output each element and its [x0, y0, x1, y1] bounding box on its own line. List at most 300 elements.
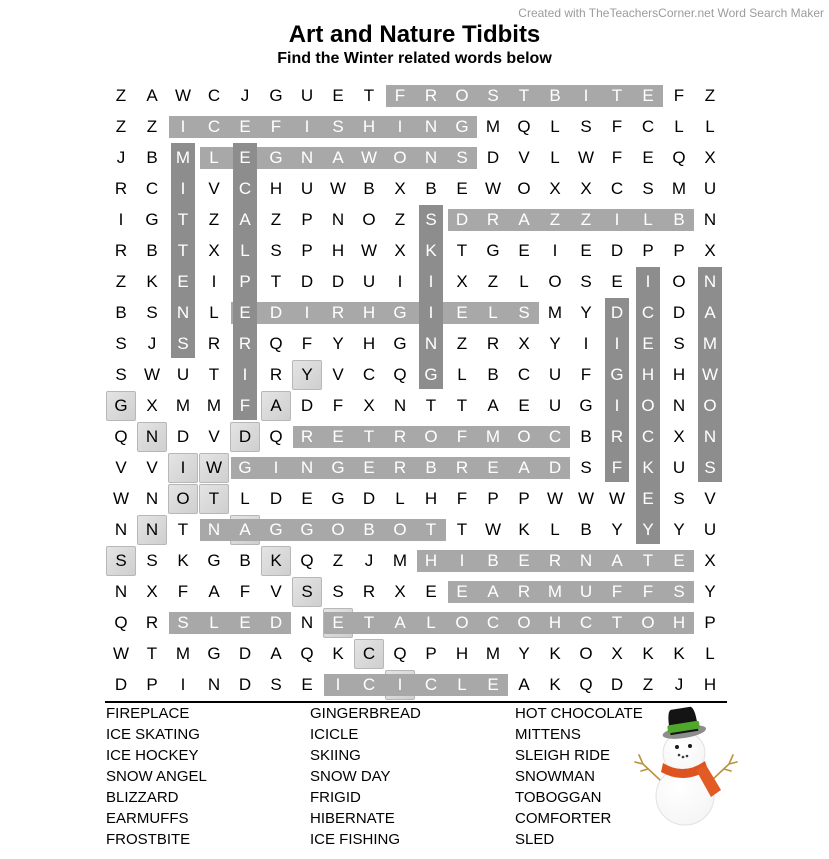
grid-letter: A — [208, 582, 220, 601]
grid-letter: Z — [115, 117, 127, 136]
grid-letter: P — [239, 272, 251, 291]
grid-letter: P — [487, 489, 499, 508]
grid-letter: H — [455, 644, 469, 663]
grid-letter: L — [674, 117, 684, 136]
grid-letter: E — [456, 303, 468, 322]
grid-letter: N — [424, 148, 438, 167]
grid-letter: O — [517, 427, 531, 446]
grid-letter: M — [547, 582, 563, 601]
grid-letter: G — [114, 396, 128, 415]
word-list-item: BLIZZARD — [106, 789, 179, 806]
grid-letter: G — [579, 396, 593, 415]
grid-letter: O — [672, 272, 686, 291]
grid-letter: I — [180, 675, 186, 694]
grid-letter: E — [487, 458, 499, 477]
grid-letter: S — [270, 675, 282, 694]
grid-letter: O — [455, 86, 469, 105]
grid-letter: M — [671, 179, 687, 198]
grid-letter: O — [331, 520, 345, 539]
grid-letter: E — [642, 148, 654, 167]
grid-letter: H — [703, 675, 717, 694]
grid-letter: O — [517, 179, 531, 198]
grid-letter: U — [548, 365, 562, 384]
grid-letter: C — [641, 427, 655, 446]
grid-letter: U — [300, 179, 314, 198]
word-list-column — [515, 703, 643, 850]
grid-letter: Z — [456, 334, 468, 353]
grid-letter: B — [549, 86, 561, 105]
grid-letter: M — [485, 117, 501, 136]
credit: Created with TheTeachersCorner.net Word Search Maker — [518, 6, 824, 20]
grid-letter: U — [703, 179, 717, 198]
grid-letter: C — [610, 179, 624, 198]
grid-letter: E — [239, 613, 251, 632]
grid-letter: Q — [300, 551, 314, 570]
grid-letter: M — [485, 644, 501, 663]
grid-letter: N — [424, 117, 438, 136]
grid-letter: I — [583, 86, 589, 105]
grid-letter: S — [332, 582, 344, 601]
grid-letter: C — [641, 303, 655, 322]
grid-letter: I — [180, 458, 186, 477]
grid-letter: Z — [208, 210, 220, 229]
grid-letter: T — [270, 272, 282, 291]
grid-letter: D — [610, 675, 624, 694]
grid-letter: S — [580, 117, 592, 136]
grid-letter: I — [335, 675, 341, 694]
grid-letter: L — [240, 241, 250, 260]
grid-letter: F — [177, 582, 189, 601]
word-list-column — [310, 703, 421, 850]
grid-letter: B — [425, 458, 437, 477]
grid-letter: L — [705, 644, 715, 663]
grid-letter: T — [518, 86, 530, 105]
grid-letter: P — [642, 241, 654, 260]
word-list-item: SNOW ANGEL — [106, 768, 207, 785]
grid-letter: W — [112, 489, 130, 508]
grid-letter: K — [549, 644, 561, 663]
grid-letter: E — [301, 675, 313, 694]
grid-letter: D — [486, 148, 500, 167]
page-title: Art and Nature Tidbits — [288, 21, 541, 48]
grid-letter: I — [645, 272, 651, 291]
grid-letter: T — [208, 365, 220, 384]
grid-letter: B — [580, 427, 592, 446]
grid-letter: U — [548, 396, 562, 415]
grid-letter: Z — [270, 210, 282, 229]
grid-letter: C — [486, 613, 500, 632]
grid-letter: R — [114, 179, 128, 198]
grid-letter: D — [176, 427, 190, 446]
grid-letter: D — [610, 303, 624, 322]
grid-letter: R — [424, 86, 438, 105]
grid-letter: S — [115, 334, 127, 353]
grid-letter: S — [580, 458, 592, 477]
grid-letter: N — [114, 520, 128, 539]
grid-letter: Z — [332, 551, 344, 570]
grid-letter: J — [364, 551, 374, 570]
grid-letter: D — [238, 644, 252, 663]
grid-letter: R — [393, 427, 407, 446]
word-list-column — [106, 703, 207, 850]
grid-letter: C — [362, 644, 376, 663]
snowman-hat-icon — [659, 705, 707, 742]
grid-letter: T — [456, 241, 468, 260]
grid-letter: R — [145, 613, 159, 632]
grid-letter: A — [518, 458, 530, 477]
grid-letter: R — [114, 241, 128, 260]
grid-letter: O — [424, 427, 438, 446]
grid-letter: F — [456, 427, 468, 446]
grid-letter: X — [611, 644, 623, 663]
grid-letter: C — [207, 117, 221, 136]
grid-letter: L — [209, 148, 219, 167]
grid-letter: F — [270, 117, 282, 136]
grid-letter: D — [238, 675, 252, 694]
grid-letter: S — [487, 86, 499, 105]
grid-letter: T — [425, 396, 437, 415]
grid-letter: B — [146, 241, 158, 260]
grid-letter: L — [395, 489, 405, 508]
grid-letter: J — [116, 148, 126, 167]
grid-letter: J — [240, 86, 250, 105]
grid-letter: O — [641, 613, 655, 632]
word-list-item: FROSTBITE — [106, 831, 191, 848]
grid-letter: E — [518, 241, 530, 260]
grid-letter: G — [238, 458, 252, 477]
grid-letter: O — [393, 148, 407, 167]
grid-letter: X — [394, 241, 406, 260]
grid-letter: U — [672, 458, 686, 477]
grid-letter: G — [486, 241, 500, 260]
grid-letter: E — [177, 272, 189, 291]
grid-letter: S — [673, 334, 685, 353]
grid-letter: P — [301, 241, 313, 260]
grid-letter: J — [674, 675, 684, 694]
grid-letter: X — [704, 551, 716, 570]
grid-letter: E — [518, 551, 530, 570]
grid-letter: V — [208, 179, 220, 198]
grid-letter: G — [207, 551, 221, 570]
grid-letter: M — [392, 551, 408, 570]
word-list-item: ICE FISHING — [310, 831, 401, 848]
grid-letter: W — [577, 489, 595, 508]
grid-letter: U — [362, 272, 376, 291]
grid-letter: C — [145, 179, 159, 198]
grid-letter: F — [239, 582, 251, 601]
grid-letter: X — [518, 334, 530, 353]
grid-letter: H — [362, 117, 376, 136]
grid-letter: H — [331, 241, 345, 260]
grid-letter: C — [238, 179, 252, 198]
grid-letter: E — [487, 675, 499, 694]
grid-letter: N — [176, 303, 190, 322]
grid-letter: V — [115, 458, 127, 477]
grid-letter: X — [208, 241, 220, 260]
grid-letter: C — [579, 613, 593, 632]
grid-letter: S — [704, 458, 716, 477]
grid-letter: I — [180, 179, 186, 198]
grid-letter: P — [301, 210, 313, 229]
grid-letter: I — [273, 458, 279, 477]
grid-letter: H — [269, 179, 283, 198]
word-list-item: HOT CHOCOLATE — [515, 705, 643, 722]
grid-letter: W — [329, 179, 347, 198]
grid-letter: O — [455, 613, 469, 632]
grid-letter: U — [579, 582, 593, 601]
grid-letter: W — [546, 489, 564, 508]
grid-letter: Y — [301, 365, 313, 384]
grid-letter: W — [360, 241, 378, 260]
grid-letter: Q — [393, 365, 407, 384]
grid-letter: J — [147, 334, 157, 353]
grid-letter: W — [174, 86, 192, 105]
grid-letter: E — [642, 86, 654, 105]
grid-letter: I — [397, 272, 403, 291]
grid-letter: E — [239, 117, 251, 136]
grid-letter: T — [456, 520, 468, 539]
word-list-item: HIBERNATE — [310, 810, 395, 827]
snowman-clipart — [633, 700, 738, 830]
grid-letter: C — [548, 427, 562, 446]
grid-letter: L — [426, 613, 436, 632]
grid-letter: P — [673, 241, 685, 260]
grid-letter: I — [118, 210, 124, 229]
grid-letter: E — [518, 396, 530, 415]
grid-letter: E — [332, 86, 344, 105]
grid-letter: T — [642, 551, 654, 570]
grid-letter: W — [143, 365, 161, 384]
grid-letter: N — [703, 210, 717, 229]
grid-letter: Q — [517, 117, 531, 136]
grid-letter: U — [300, 86, 314, 105]
grid-letter: N — [703, 272, 717, 291]
grid-letter: W — [205, 458, 223, 477]
grid-letter: R — [455, 458, 469, 477]
grid-letter: N — [145, 520, 159, 539]
word-list-item: SLED — [515, 831, 555, 848]
grid-letter: S — [425, 210, 437, 229]
grid-letter: R — [269, 365, 283, 384]
grid-letter: F — [611, 582, 623, 601]
grid-letter: Q — [300, 644, 314, 663]
grid-letter: R — [207, 334, 221, 353]
grid-letter: H — [672, 365, 686, 384]
grid-letter: X — [704, 148, 716, 167]
grid-letter: S — [270, 241, 282, 260]
grid-letter: C — [362, 365, 376, 384]
grid-letter: Z — [115, 86, 127, 105]
grid-letter: L — [550, 117, 560, 136]
grid-letter: M — [175, 396, 191, 415]
grid-letter: D — [238, 427, 252, 446]
grid-letter: S — [115, 365, 127, 384]
grid-letter: P — [425, 644, 437, 663]
grid-letter: X — [146, 396, 158, 415]
grid-letter: G — [610, 365, 624, 384]
grid-letter: S — [456, 148, 468, 167]
grid-letter: B — [239, 551, 251, 570]
word-list-item: ICE HOCKEY — [106, 747, 199, 764]
grid-letter: H — [362, 334, 376, 353]
grid-letter: Z — [549, 210, 561, 229]
grid-letter: D — [269, 303, 283, 322]
grid-letter: H — [424, 551, 438, 570]
grid-letter: G — [300, 520, 314, 539]
grid-letter: A — [487, 396, 499, 415]
grid-letter: M — [485, 427, 501, 446]
grid-letter: T — [208, 489, 220, 508]
grid-letter: Y — [518, 644, 530, 663]
word-list-item: ICICLE — [310, 726, 359, 743]
grid-letter: E — [332, 427, 344, 446]
grid-letter: E — [425, 582, 437, 601]
grid-letter: B — [425, 179, 437, 198]
grid-letter: V — [518, 148, 530, 167]
grid-letter: I — [211, 272, 217, 291]
grid-letter: O — [362, 210, 376, 229]
grid-letter: D — [300, 272, 314, 291]
grid-letter: I — [614, 396, 620, 415]
grid-letter: B — [363, 520, 375, 539]
grid-letter: H — [641, 365, 655, 384]
grid-letter: S — [146, 551, 158, 570]
grid-letter: A — [332, 148, 344, 167]
grid-letter: D — [455, 210, 469, 229]
grid-letter: Q — [269, 427, 283, 446]
grid-letter: B — [673, 210, 685, 229]
grid-letter: R — [362, 582, 376, 601]
grid-letter: N — [145, 427, 159, 446]
grid-letter: I — [428, 303, 434, 322]
grid-letter: X — [673, 427, 685, 446]
grid-letter: T — [363, 427, 375, 446]
grid-letter: E — [580, 241, 592, 260]
grid-letter: X — [363, 396, 375, 415]
grid-letter: T — [177, 241, 189, 260]
grid-letter: A — [704, 303, 716, 322]
grid-letter: F — [301, 334, 313, 353]
grid-letter: Q — [579, 675, 593, 694]
grid-letter: A — [611, 551, 623, 570]
grid-letter: F — [456, 489, 468, 508]
grid-letter: L — [705, 117, 715, 136]
grid-letter: Q — [393, 644, 407, 663]
grid-letter: G — [331, 458, 345, 477]
grid-letter: N — [300, 148, 314, 167]
grid-letter: F — [332, 396, 344, 415]
grid-letter: L — [550, 520, 560, 539]
grid-letter: G — [393, 334, 407, 353]
grid-letter: G — [145, 210, 159, 229]
grid-letter: E — [642, 334, 654, 353]
grid-letter: Y — [673, 520, 685, 539]
grid-letter: I — [304, 303, 310, 322]
grid-letter: N — [331, 210, 345, 229]
grid-letter: D — [362, 489, 376, 508]
grid-letter: V — [270, 582, 282, 601]
grid-letter: F — [239, 396, 251, 415]
grid-letter: B — [363, 179, 375, 198]
grid-letter: E — [363, 458, 375, 477]
grid-letter: K — [146, 272, 158, 291]
grid-letter: P — [704, 613, 716, 632]
grid-letter: Z — [146, 117, 158, 136]
grid-letter: S — [115, 551, 127, 570]
grid-letter: L — [457, 675, 467, 694]
grid-letter: H — [424, 489, 438, 508]
grid-letter: D — [672, 303, 686, 322]
grid-letter: D — [300, 396, 314, 415]
grid-letter: I — [614, 334, 620, 353]
grid-letter: S — [177, 334, 189, 353]
grid-letter: W — [701, 365, 719, 384]
grid-letter: M — [175, 644, 191, 663]
grid-letter: M — [206, 396, 222, 415]
grid-letter: C — [362, 675, 376, 694]
grid-letter: B — [115, 303, 127, 322]
grid-letter: X — [394, 582, 406, 601]
grid-letter: H — [548, 613, 562, 632]
grid-letter: N — [579, 551, 593, 570]
grid-letter: B — [487, 551, 499, 570]
word-list-item: TOBOGGAN — [515, 789, 602, 806]
grid-letter: U — [703, 520, 717, 539]
grid-letter: V — [146, 458, 158, 477]
grid-letter: S — [642, 179, 654, 198]
grid-letter: A — [239, 210, 251, 229]
grid-letter: T — [177, 210, 189, 229]
grid-letter: N — [300, 458, 314, 477]
grid-letter: D — [269, 489, 283, 508]
grid-letter: E — [301, 489, 313, 508]
grid-letter: E — [332, 613, 344, 632]
grid-letter: E — [642, 489, 654, 508]
grid-letter: F — [673, 86, 685, 105]
grid-letter: I — [614, 210, 620, 229]
grid-letter: D — [331, 272, 345, 291]
grid-letter: N — [672, 396, 686, 415]
grid-letter: Z — [642, 675, 654, 694]
grid-letter: A — [239, 520, 251, 539]
grid-letter: E — [239, 148, 251, 167]
grid-letter: G — [393, 303, 407, 322]
grid-letter: S — [332, 117, 344, 136]
grid-letter: Q — [114, 613, 128, 632]
grid-letter: L — [240, 489, 250, 508]
grid-letter: D — [114, 675, 128, 694]
grid-letter: X — [456, 272, 468, 291]
grid-letter: L — [550, 148, 560, 167]
grid-letter: G — [269, 86, 283, 105]
grid-letter: I — [304, 117, 310, 136]
grid-letter: R — [486, 210, 500, 229]
grid-letter: W — [484, 520, 502, 539]
grid-letter: T — [146, 644, 158, 663]
grid-letter: Z — [487, 272, 499, 291]
grid-letter: W — [112, 644, 130, 663]
grid-letter: U — [176, 365, 190, 384]
grid-letter: Y — [611, 520, 623, 539]
grid-letter: O — [548, 272, 562, 291]
grid-letter: G — [207, 644, 221, 663]
grid-letter: X — [704, 241, 716, 260]
grid-letter: F — [394, 86, 406, 105]
grid-letter: Z — [704, 86, 716, 105]
grid-letter: G — [269, 148, 283, 167]
grid-letter: E — [239, 303, 251, 322]
word-list-item: SNOW DAY — [310, 768, 391, 785]
